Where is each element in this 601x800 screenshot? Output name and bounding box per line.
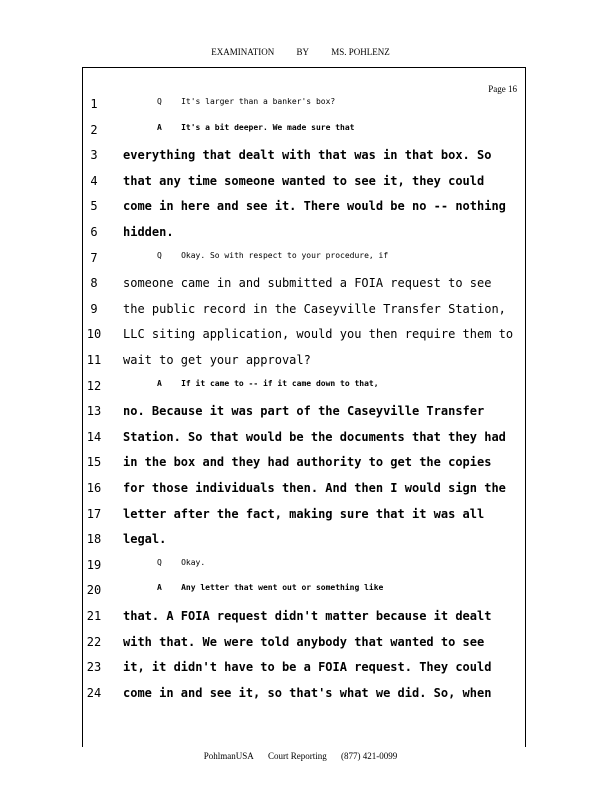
header-section: EXAMINATION [211,47,275,57]
line-number: 15 [86,455,102,470]
line-text: that any time someone wanted to see it, they could [123,173,485,188]
line-number: 1 [90,97,98,111]
line-number: 3 [90,148,98,163]
line-text: wait to get your approval? [123,353,311,367]
line-number: 14 [86,429,102,444]
transcript-line [0,426,601,451]
line-text: Q Okay. So with respect to your procedure, if [157,250,389,260]
transcript-line [0,503,601,528]
line-number: 18 [86,532,102,547]
line-number: 13 [86,404,102,419]
transcript-line [0,272,601,297]
transcript-line [0,656,601,681]
transcript-line [0,477,601,502]
line-number: 2 [90,122,98,137]
transcript-line [0,93,601,118]
line-text: Station. So that would be the documents that they had [123,429,506,444]
transcript-line [0,195,601,220]
line-number: 24 [86,685,102,700]
line-text: that. A FOIA request didn't matter because it dealt [123,609,492,623]
header-examiner: MS. POHLENZ [331,47,390,57]
transcript-line [0,528,601,553]
line-text: Q Okay. [157,557,206,567]
line-text: LLC siting application, would you then require them to [123,327,514,342]
transcript-line [0,400,601,425]
transcript-line [0,579,601,604]
footer-phone: (877) 421-0099 [341,751,398,761]
page-footer [0,751,601,761]
transcript-line [0,144,601,169]
line-text: no. Because it was part of the Caseyville Transfer [123,404,485,419]
line-number: 9 [90,301,98,316]
transcript-line [0,170,601,195]
line-number: 20 [86,583,102,598]
transcript-line [0,554,601,579]
line-number: 16 [86,481,102,495]
line-text: hidden. [123,225,174,239]
line-text: come in here and see it. There would be no -- nothing [123,199,506,214]
line-text: A If it came to -- if it came down to that, [157,378,379,388]
line-number: 4 [90,173,98,188]
page-header [0,47,601,57]
line-text: legal. [123,532,167,547]
transcript-line [0,323,601,348]
line-text: with that. We were told anybody that wanted to see [123,634,485,649]
line-text: A It's a bit deeper. We made sure that [157,122,355,132]
line-text: it, it didn't have to be a FOIA request. They could [123,660,492,675]
transcript-line [0,247,601,272]
footer-service: Court Reporting [268,751,327,761]
line-text: Q It's larger than a banker's box? [157,97,336,106]
line-text: someone came in and submitted a FOIA request to see [123,276,492,291]
transcript-line [0,298,601,323]
line-number: 11 [86,353,102,367]
line-text: the public record in the Caseyville Transfer Station, [123,301,506,316]
transcript-line [0,119,601,144]
header-by: BY [296,47,309,57]
line-text: for those individuals then. And then I would sign the [123,481,506,495]
line-text: everything that dealt with that was in that box. So [123,148,492,163]
transcript-line [0,682,601,707]
line-number: 8 [90,276,98,291]
line-text: letter after the fact, making sure that it was all [123,506,485,521]
line-text: come in and see it, so that's what we did. So, when [123,685,492,700]
transcript-line [0,605,601,630]
transcript-line [0,631,601,656]
footer-company: PohlmanUSA [203,751,254,761]
line-number: 21 [86,609,102,623]
line-text: in the box and they had authority to get the copies [123,455,492,470]
line-number: 6 [90,225,98,239]
line-number: 17 [86,506,102,521]
line-number: 12 [86,378,102,393]
line-number: 23 [86,660,102,675]
line-number: 19 [86,557,102,572]
line-number: 10 [86,327,102,342]
line-text: A Any letter that went out or something like [157,583,384,593]
line-number: 5 [90,199,98,214]
transcript-line [0,349,601,374]
line-number: 7 [90,250,98,265]
transcript-line [0,221,601,246]
transcript-line [0,451,601,476]
line-number: 22 [86,634,102,649]
transcript-line [0,375,601,400]
page-number: Page 16 [488,84,517,94]
